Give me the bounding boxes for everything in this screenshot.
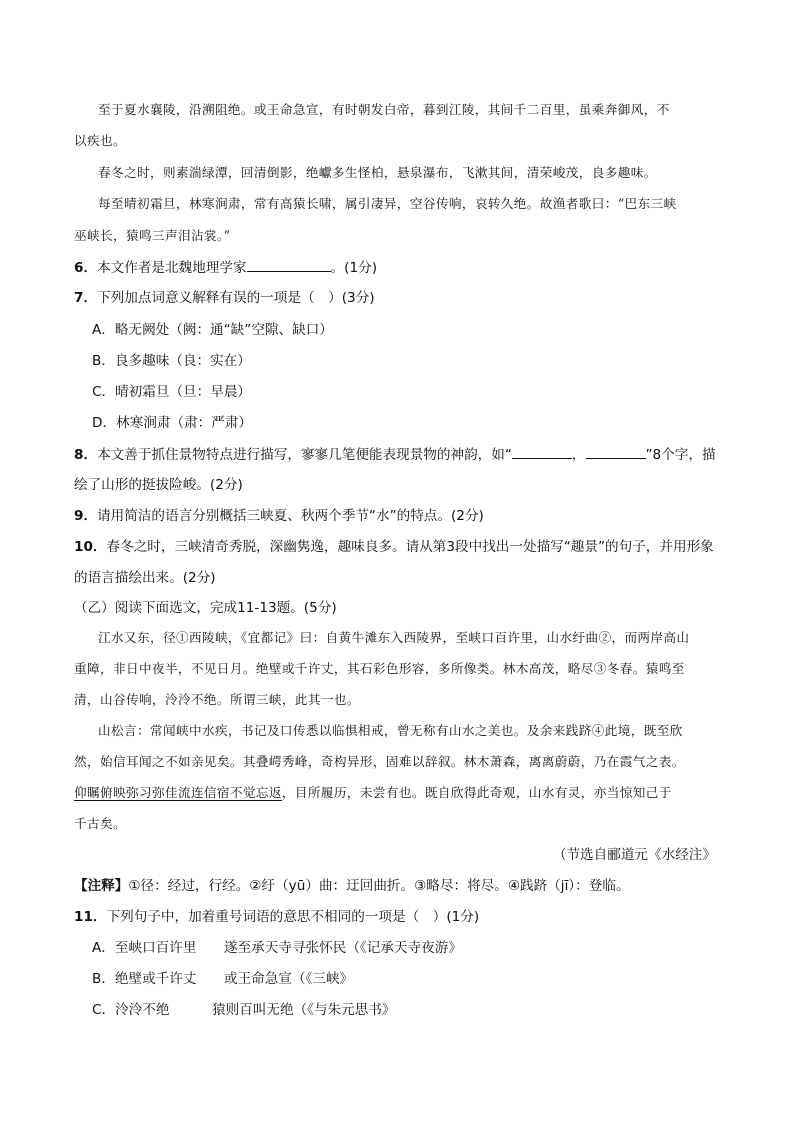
option-a: A．略无阙处（阙：通“缺”空隙、缺口）: [92, 322, 333, 338]
question-text: 请用简洁的语言分别概括三峡夏、秋两个季节“水”的特点。(2分): [97, 508, 484, 524]
section-b-title: （乙）阅读下面选文，完成11-13题。(5分): [74, 600, 337, 616]
question-number: 10．: [74, 539, 107, 555]
question-text: 下列加点词意义解释有误的一项是（ ）(3分): [97, 290, 375, 306]
option-d: D．林寒涧肃（肃：严肃）: [92, 415, 252, 431]
answer-blank-2[interactable]: [586, 444, 646, 459]
question-number: 6．: [74, 260, 98, 276]
question-10: [74, 537, 714, 557]
option-right: 或王命急宣（《三峡》: [224, 971, 354, 987]
passage-a-p2: 春冬之时，则素湍绿潭，回清倒影，绝巘多生怪柏，悬泉瀑布，飞漱其间，清荣峻茂，良多趣味。: [98, 165, 657, 180]
option-right: 遂至承天寺寻张怀民（《记承天寺夜游》: [224, 940, 462, 956]
option-c: C．晴初霜旦（旦：早晨）: [92, 384, 252, 400]
question-number: 9．: [74, 508, 98, 524]
question-number: 11．: [74, 909, 107, 925]
question-number: 8．: [74, 447, 98, 463]
source-citation: （节选自郦道元《水经注》: [552, 847, 716, 863]
annotation-label: 【注释】: [74, 878, 129, 894]
passage-b-p1-line1: 江水又东，径①西陵峡，《宜都记》曰：自黄牛滩东入西陵界，至峡口百许里，山水纡曲②，而两岸高山: [98, 630, 690, 645]
question-text: 本文善于抓住景物特点进行描写，寥寥几笔便能表现景物的神韵，如“: [97, 447, 512, 463]
annotation-text: ①径：经过，行经。②纡（yū）曲：迂回曲折。③略尽：将尽。④践跻（jī）：登临。: [128, 878, 630, 894]
underlined-sentence: 仰瞩俯映弥习弥佳流连信宿不觉忘返: [74, 785, 282, 800]
option-left: C．泠泠不绝: [92, 1002, 170, 1018]
blank-separator: ，: [571, 447, 586, 463]
q11-option-a: [92, 938, 462, 958]
passage-a-p1-line1: 至于夏水襄陵，沿溯阻绝。或王命急宣，有时朝发白帝，暮到江陵，其间千二百里，虽乘奔御风，不: [98, 102, 670, 117]
option-left: B．绝壁或千许丈: [92, 971, 197, 987]
option-b: B．良多趣味（良：实在）: [92, 353, 251, 369]
question-number: 7．: [74, 290, 98, 306]
q11-option-b: [92, 969, 353, 989]
option-right: 猿则百叫无绝（《与朱元思书》: [212, 1002, 396, 1018]
passage-b-p1-line3: 清，山谷传响，泠泠不绝。所谓三峡，此其一也。: [74, 692, 360, 707]
question-9: [74, 506, 484, 526]
question-text: 本文作者是北魏地理学家: [97, 260, 247, 276]
annotation: [74, 876, 630, 896]
question-score: 。(1分): [330, 260, 378, 276]
option-left: A．至峡口百许里: [92, 940, 197, 956]
passage-b-p2-line4: 千古矣。: [74, 816, 126, 831]
passage-a-p3-line1: 每至晴初霜旦，林寒涧肃，常有高猿长啸，属引凄异，空谷传响，哀转久绝。故渔者歌曰：“巴东三峡: [98, 196, 677, 211]
passage-b-p2-line1: 山松言：常闻峡中水疾，书记及口传悉以临惧相戒，曾无称有山水之美也。及余来践跻④此境，既至欣: [98, 723, 683, 738]
question-7: [74, 288, 375, 308]
passage-a-p1-line2: 以疾也。: [74, 133, 126, 148]
question-10-line2: 的语言描绘出来。(2分): [74, 570, 216, 586]
question-text: 下列句子中，加着重号词语的意思不相同的一项是（ ）(1分): [106, 909, 480, 925]
answer-blank[interactable]: [247, 257, 331, 272]
q11-option-c: [92, 1000, 396, 1020]
question-11: [74, 907, 479, 927]
passage-a-p3-line2: 巫峡长，猿鸣三声泪沾裳。”: [74, 228, 231, 243]
question-6: [74, 257, 377, 278]
question-text: 春冬之时，三峡清奇秀脱，深幽隽逸，趣味良多。请从第3段中找出一处描写“趣景”的句子，并用形象: [106, 539, 714, 555]
answer-blank-1[interactable]: [512, 444, 572, 459]
passage-b-p2-line3: [74, 783, 672, 803]
passage-text: ，目所履历，未尝有也。既自欣得此奇观，山水有灵，亦当惊知己于: [281, 785, 672, 800]
question-text-tail: ”8个字，描: [645, 447, 716, 463]
question-8-line2: 绘了山形的挺拔险峻。(2分): [74, 477, 243, 493]
passage-b-p2-line2: 然，始信耳闻之不如亲见矣。其叠崿秀峰，奇构异形，固难以辞叙。林木萧森，离离蔚蔚，乃在霞气之表。: [74, 754, 685, 769]
question-8: [74, 444, 716, 465]
passage-b-p1-line2: 重障，非日中夜半，不见日月。绝壁或千许丈，其石彩色形容，多所像类。林木高茂，略尽③冬春。猿鸣至: [74, 661, 685, 676]
